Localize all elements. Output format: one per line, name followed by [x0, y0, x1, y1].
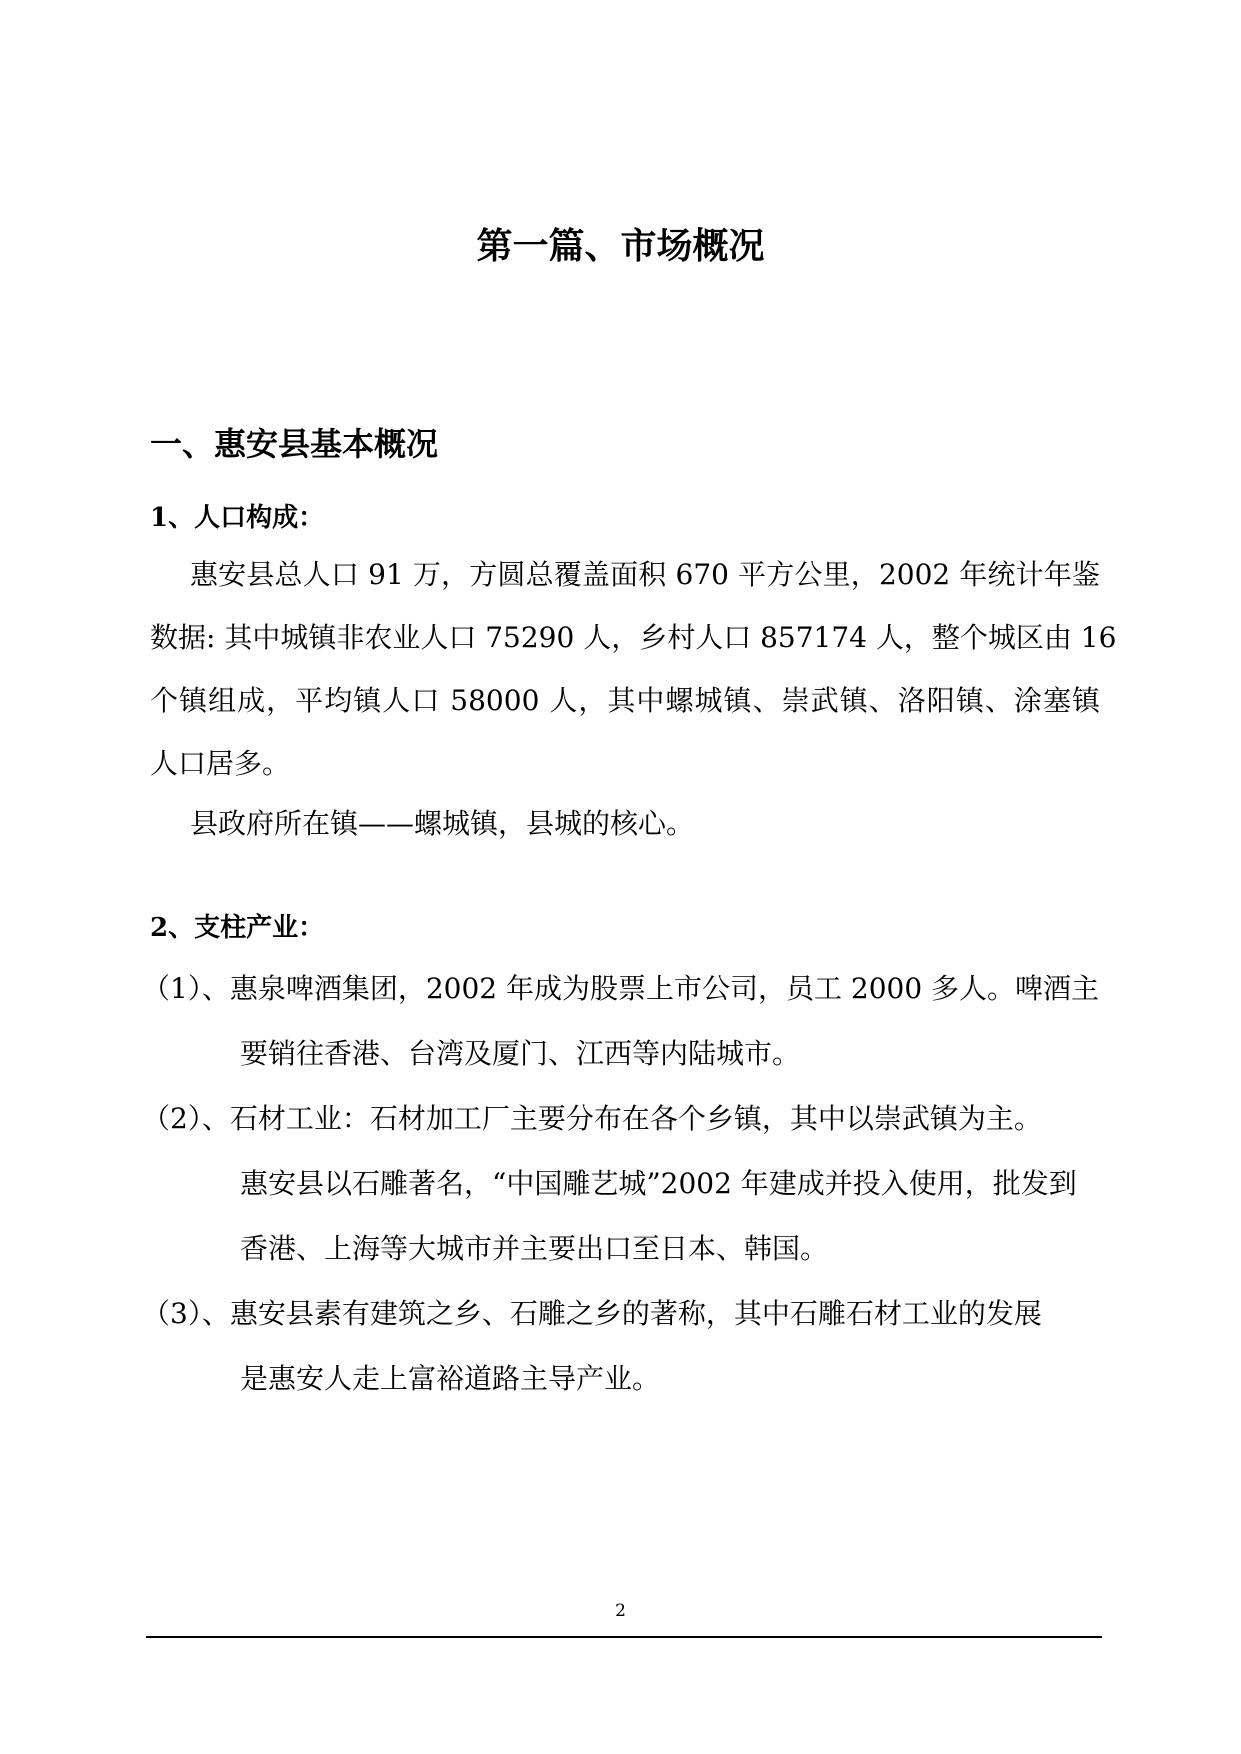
paragraph-line: 数据: 其中城镇非农业人口 75290 人，乡村人口 857174 人，整个城区由 16	[150, 621, 1117, 654]
county-seat-paragraph	[150, 792, 1100, 855]
list-item-line: （3）、惠安县素有建筑之乡、石雕之乡的著称，其中石雕石材工业的发展	[142, 1297, 1042, 1330]
list-item-line: 香港、上海等大城市并主要出口至日本、韩国。	[240, 1232, 829, 1265]
list-item	[142, 1086, 1100, 1281]
population-paragraph	[150, 543, 1117, 795]
paragraph-line: 县政府所在镇——螺城镇，县城的核心。	[190, 807, 695, 840]
footer-rule	[146, 1636, 1102, 1638]
page-number: 2	[615, 1601, 626, 1621]
list-item-line: 惠安县以石雕著名，“中国雕艺城”2002 年建成并投入使用，批发到	[240, 1167, 1077, 1200]
list-item-line: 是惠安人走上富裕道路主导产业。	[240, 1362, 661, 1395]
list-item	[142, 956, 1100, 1086]
list-item-line: 要销往香港、台湾及厦门、江西等内陆城市。	[240, 1037, 801, 1070]
paragraph-line: 人口居多。	[150, 747, 291, 780]
industry-list	[142, 956, 1100, 1411]
page-title: 第一篇、市场概况	[476, 225, 765, 267]
paragraph-line: 个镇组成，平均镇人口 58000 人，其中螺城镇、崇武镇、洛阳镇、涂塞镇	[150, 684, 1100, 717]
subsection-heading-industries: 2、支柱产业：	[150, 913, 325, 943]
paragraph-line: 惠安县总人口 91 万，方圆总覆盖面积 670 平方公里，2002 年统计年鉴	[190, 558, 1100, 591]
section-heading: 一、惠安县基本概况	[150, 425, 439, 463]
subsection-heading-population: 1、人口构成：	[150, 503, 325, 533]
list-item	[142, 1281, 1100, 1411]
list-item-line: （1）、惠泉啤酒集团，2002 年成为股票上市公司，员工 2000 多人。啤酒主	[142, 972, 1100, 1005]
list-item-line: （2）、石材工业：石材加工厂主要分布在各个乡镇，其中以崇武镇为主。	[142, 1102, 1042, 1135]
